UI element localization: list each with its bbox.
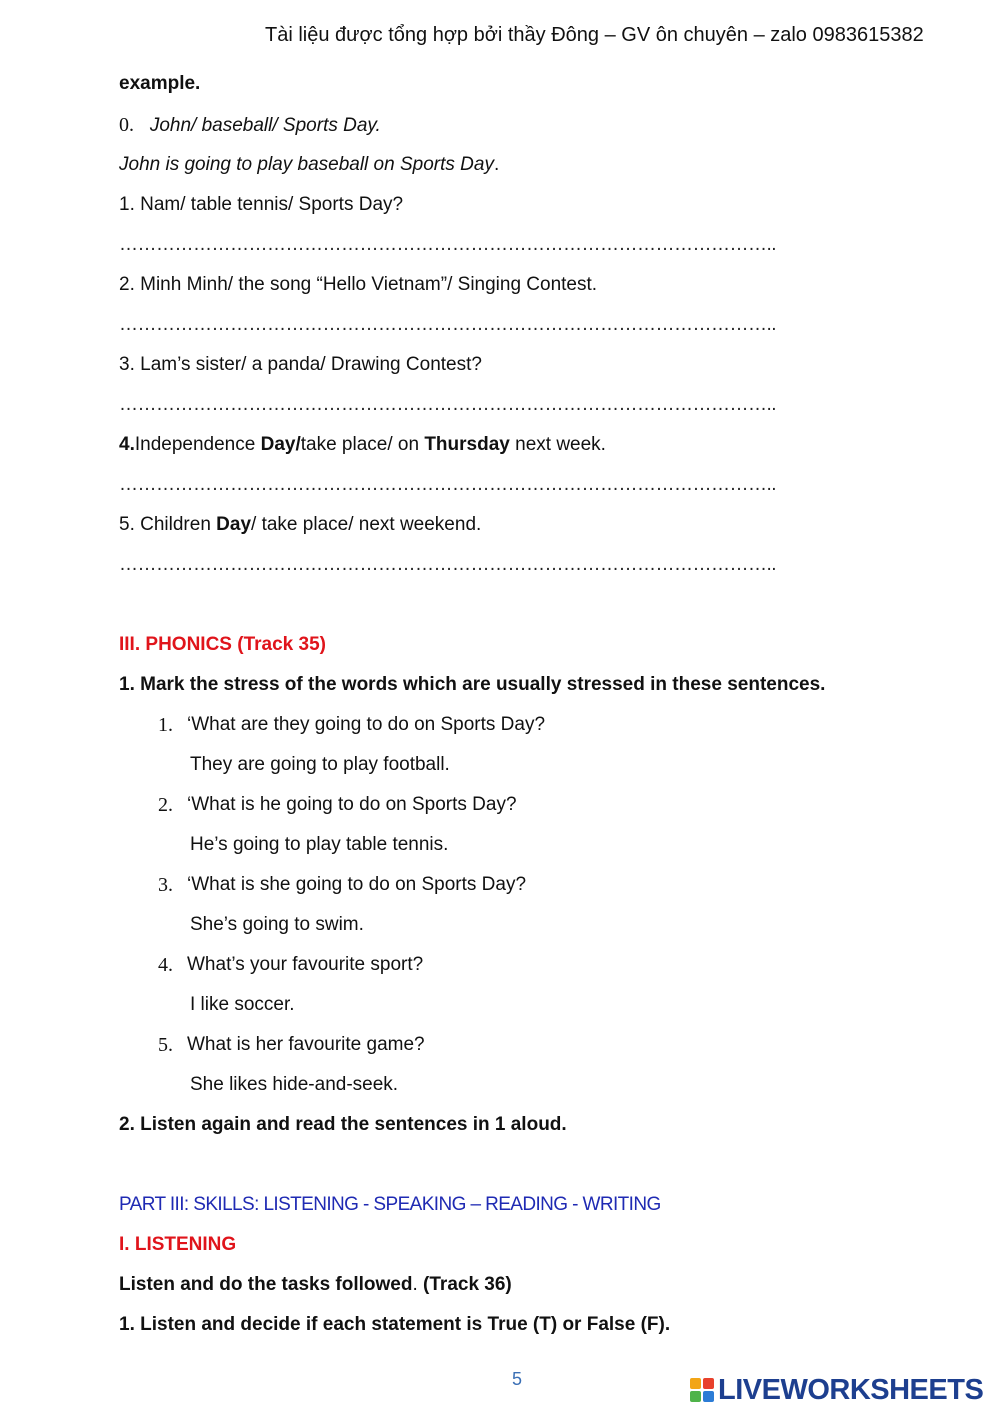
answer-line-4[interactable]: …………………………………………………………………………………………….. [119,474,777,495]
phonics-question-4: What’s your favourite sport? [187,954,424,975]
instruction-bold: Listen and do the tasks followed [119,1274,413,1295]
phonics-question-3: ‘What is she going to do on Sports Day? [187,874,527,895]
example-label: example. [119,73,201,94]
phonics-answer-1: They are going to play football. [190,754,450,775]
logo-square-3 [690,1391,701,1402]
logo-square-2 [703,1378,714,1389]
phonics-q-number-3: 3. [158,874,173,896]
phonics-task-2: 2. Listen again and read the sentences in 1 aloud. [119,1114,567,1135]
example-answer-text: John is going to play baseball on Sports Day [119,154,494,175]
page-number: 5 [512,1369,523,1389]
answer-line-2[interactable]: …………………………………………………………………………………………….. [119,314,777,335]
phonics-q-number-5: 5. [158,1034,173,1056]
listening-instruction [119,1273,512,1297]
phonics-answer-2: He’s going to play table tennis. [190,834,449,855]
item-4-bold1: Day/ [260,434,301,455]
answer-line-3[interactable]: …………………………………………………………………………………………….. [119,394,777,415]
instruction-track: (Track 36) [417,1274,512,1295]
phonics-heading: III. PHONICS (Track 35) [119,634,326,655]
phonics-question-5: What is her favourite game? [187,1034,425,1055]
answer-line-1[interactable]: …………………………………………………………………………………………….. [119,234,777,255]
phonics-q-number-2: 2. [158,794,173,816]
phonics-task-1: 1. Mark the stress of the words which are usually stressed in these sentences. [119,674,826,695]
item-5-part2: / take place/ next weekend. [251,514,482,535]
part3-heading: PART III: SKILLS: LISTENING - SPEAKING – READING - WRITING [119,1194,661,1215]
phonics-answer-3: She’s going to swim. [190,914,364,935]
example-prompt [119,113,381,138]
exercise-item-1: 1. Nam/ table tennis/ Sports Day? [119,194,404,215]
exercise-item-5 [119,513,481,537]
phonics-q-number-4: 4. [158,954,173,976]
listening-task-1: 1. Listen and decide if each statement is True (T) or False (F). [119,1314,671,1335]
item-5-part1: 5. Children [119,514,217,535]
example-number: 0. [119,114,134,136]
exercise-item-2: 2. Minh Minh/ the song “Hello Vietnam”/ Singing Contest. [119,274,598,295]
phonics-q-number-1: 1. [158,714,173,736]
logo-square-1 [690,1378,701,1389]
phonics-question-1: ‘What are they going to do on Sports Day? [187,714,546,735]
item-4-bold2: Thursday [424,434,510,455]
instruction-dot: . [412,1274,418,1295]
exercise-item-3: 3. Lam’s sister/ a panda/ Drawing Contest? [119,354,482,375]
exercise-item-4 [119,433,606,457]
answer-line-5[interactable]: …………………………………………………………………………………………….. [119,554,777,575]
logo-square-4 [703,1391,714,1402]
item-4-number: 4. [119,434,135,455]
liveworksheets-logo[interactable] [690,1375,983,1405]
example-answer: John is going to play baseball on Sports Day. [119,154,500,175]
phonics-answer-5: She likes hide-and-seek. [190,1074,399,1095]
item-4-part3: next week. [509,434,606,455]
phonics-question-2: ‘What is he going to do on Sports Day? [187,794,517,815]
item-4-part1: Independence [134,434,261,455]
item-4-part2: take place/ on [300,434,425,455]
page-header: Tài liệu được tổng hợp bởi thầy Đông – GV ôn chuyên – zalo 0983615382 [265,24,924,46]
phonics-answer-4: I like soccer. [190,994,295,1015]
item-5-bold1: Day [216,514,252,535]
logo-text: LIVEWORKSHEETS [718,1373,984,1406]
listening-heading: I. LISTENING [119,1234,237,1255]
logo-grid-icon [690,1378,714,1402]
example-prompt-text: John/ baseball/ Sports Day. [149,115,381,136]
